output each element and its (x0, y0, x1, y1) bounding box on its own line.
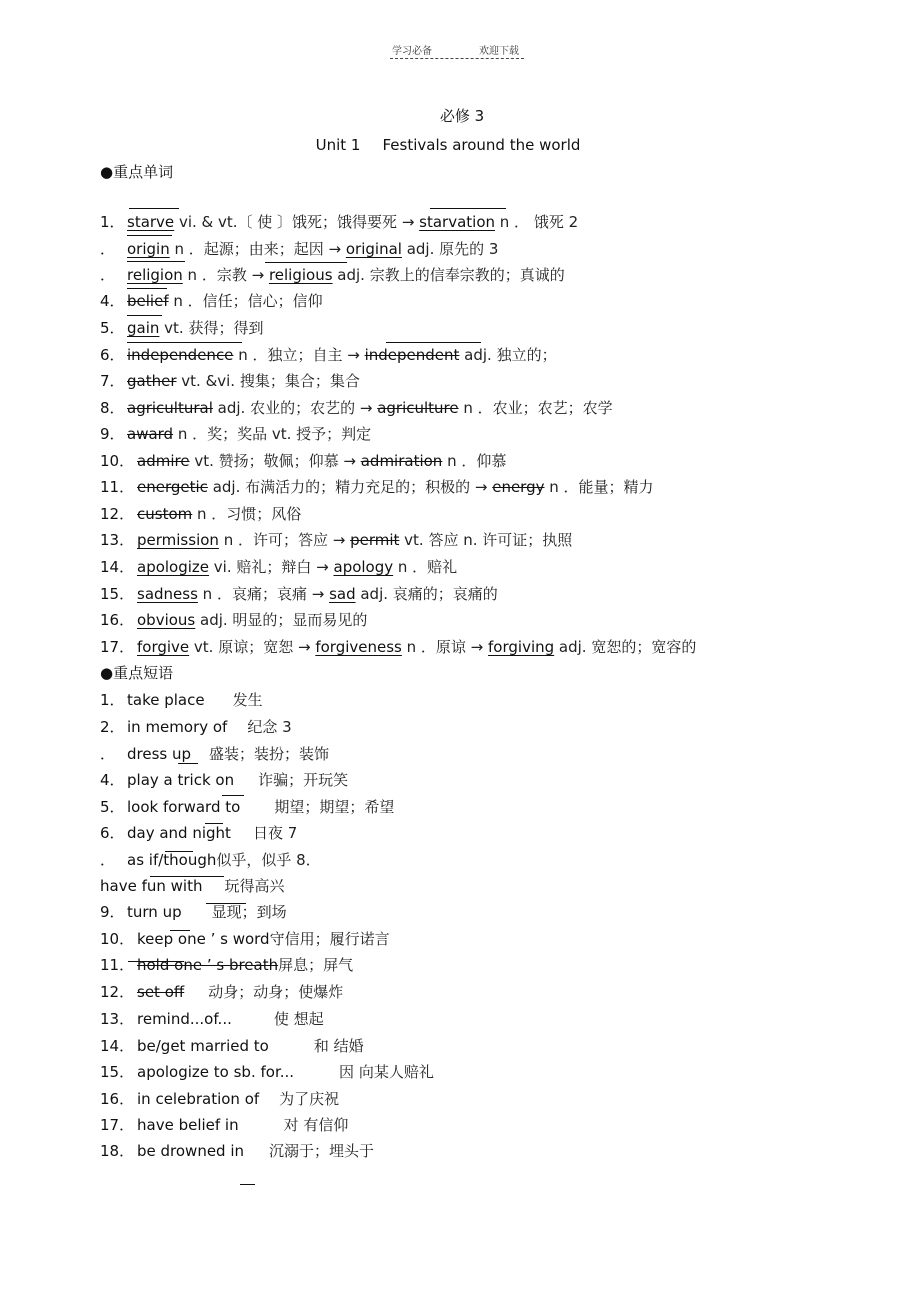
word-derivative: starvation (419, 213, 496, 231)
phrase-english: remind...of... (137, 1010, 232, 1028)
word-number: 1． (100, 213, 125, 231)
phrase-chinese: 显现；到场 (211, 903, 287, 921)
phrase-entry (100, 770, 348, 790)
phrase-chinese: 纪念 3 (247, 718, 292, 736)
overline-mark (127, 315, 162, 316)
book-title: 必修 3 (439, 107, 485, 125)
word-derivative: sad (329, 585, 356, 603)
phrase-number: 2． (100, 718, 125, 736)
word-headword: origin (127, 240, 170, 258)
phrase-number: ． (100, 745, 116, 763)
phrase-entry (100, 1009, 324, 1029)
phrase-entry (100, 982, 343, 1002)
phrase-number: 1． (100, 691, 125, 709)
phrase-chinese: 期望；期望；希望 (274, 798, 395, 816)
phrase-chinese: 玩得高兴 (224, 877, 285, 895)
overline-mark (127, 288, 167, 289)
phrase-number: 11． (100, 956, 135, 974)
phrase-chinese: 守信用；履行诺言 (269, 930, 390, 948)
phrase-chinese: 日夜 7 (252, 824, 298, 842)
word-headword: admire (137, 452, 190, 470)
phrase-chinese: 动身；动身；使爆炸 (208, 983, 344, 1001)
phrase-entry (100, 797, 394, 817)
word-headword: energetic (137, 478, 208, 496)
phrase-entry (100, 1141, 374, 1161)
phrase-number: 17． (100, 1116, 135, 1134)
unit-number: Unit 1 (315, 136, 361, 154)
phrase-entry (100, 1115, 348, 1135)
word-headword: gain (127, 319, 160, 337)
word-entry (100, 424, 371, 444)
phrase-entry (100, 690, 263, 710)
word-entry (100, 291, 323, 311)
phrase-english: take place (127, 691, 205, 709)
phrase-english: have belief in (137, 1116, 239, 1134)
word-definition: n ．奖；奖品 vt. 授予；判定 (173, 425, 372, 443)
word-number: 14． (100, 558, 135, 576)
phrase-chinese: 诈骗；开玩笑 (258, 771, 349, 789)
word-definition: n ．宗教 → (182, 266, 269, 284)
word-derivative: independent (364, 346, 460, 364)
word-definition: n ．许可；答应 → (218, 531, 351, 549)
overline-mark (165, 851, 193, 852)
word-number: 16． (100, 611, 135, 629)
word-derivative-definition: vt. 答应 n. 许可证；执照 (399, 531, 573, 549)
word-headword: apologize (137, 558, 210, 576)
phrase-english: be drowned in (137, 1142, 245, 1160)
phrase-chinese: 沉溺于；埋头于 (269, 1142, 375, 1160)
word-entry (100, 637, 696, 657)
header-right-text: 欢迎下载 (479, 46, 519, 57)
word-number: 11． (100, 478, 135, 496)
word-entry (100, 239, 498, 259)
word-derivative-definition: adj. 宗教上的信奉宗教的；真诚的 (332, 266, 565, 284)
word-derivative-definition: adj. 哀痛的；哀痛的 (355, 585, 498, 603)
phrase-chinese: 发生 (232, 691, 263, 709)
phrase-english: be/get married to (137, 1037, 269, 1055)
word-entry (100, 318, 263, 338)
word-definition: vt. 赞扬；敬佩；仰慕 → (189, 452, 361, 470)
word-definition: vt. &vi. 搜集；集合；集合 (176, 372, 360, 390)
word-number: 9． (100, 425, 125, 443)
phrase-number: 16． (100, 1090, 135, 1108)
phrase-number: 12． (100, 983, 135, 1001)
header-rule (390, 58, 524, 59)
word-definition: adj. 农业的；农艺的 → (212, 399, 378, 417)
overline-mark (128, 961, 184, 962)
phrase-chinese: 对 有信仰 (283, 1116, 349, 1134)
overline-mark (178, 763, 198, 764)
phrase-number: ． (100, 851, 116, 869)
overline-mark (170, 930, 190, 931)
word-entry (100, 557, 457, 577)
phrase-number: 9． (100, 903, 125, 921)
overline-mark (206, 903, 246, 904)
word-headword: agricultural (127, 399, 213, 417)
phrase-number: 13． (100, 1010, 135, 1028)
phrase-english: set off (137, 983, 185, 1001)
overline-mark (386, 342, 481, 343)
word-entry (100, 212, 578, 232)
phrase-entry (100, 1062, 434, 1082)
overline-mark (265, 262, 347, 263)
overline-mark (127, 235, 172, 236)
word-definition: n ．信任；信心；信仰 (168, 292, 323, 310)
word-derivative: original (345, 240, 402, 258)
word-number: ． (100, 266, 116, 284)
words-heading: ●重点单词 (100, 163, 174, 181)
word-definition: n ．起源；由来；起因 → (169, 240, 346, 258)
word-definition: vi. 赔礼；辩白 → (209, 558, 334, 576)
word-number: 12． (100, 505, 135, 523)
word-number: 6． (100, 346, 125, 364)
word-definition: adj. 明显的；显而易见的 (195, 611, 368, 629)
word-headword: forgive (137, 638, 190, 656)
word-definition: n ．哀痛；哀痛 → (197, 585, 330, 603)
word-definition: n ．独立；自主 → (233, 346, 365, 364)
word-number: 8． (100, 399, 125, 417)
word-derivative: forgiveness (315, 638, 402, 656)
word-entry (100, 530, 572, 550)
phrase-number: 5． (100, 798, 125, 816)
word-entry (100, 265, 565, 285)
word-entry (100, 477, 654, 497)
phrase-entry (100, 929, 390, 949)
word-definition: vt. 原谅；宽恕 → (189, 638, 316, 656)
phrase-entry (100, 744, 329, 764)
phrase-chinese: 为了庆祝 (279, 1090, 340, 1108)
word-derivative: energy (492, 478, 545, 496)
overline-mark (127, 342, 242, 343)
phrase-number: 15． (100, 1063, 135, 1081)
phrase-entry (100, 717, 292, 737)
phrase-english: hold one ’ s breath (137, 956, 279, 974)
overline-mark (205, 823, 223, 824)
word-entry (100, 504, 301, 524)
phrase-number: 6． (100, 824, 125, 842)
overline-mark (430, 208, 506, 209)
word-headword: religion (127, 266, 183, 284)
word-headword: independence (127, 346, 234, 364)
word-derivative-definition: n ．原谅 → (401, 638, 489, 656)
word-definition: adj. 布满活力的；精力充足的；积极的 → (207, 478, 493, 496)
phrase-entry (100, 850, 321, 870)
word-headword: sadness (137, 585, 198, 603)
word-derivative: apology (333, 558, 394, 576)
phrase-number: 4． (100, 771, 125, 789)
phrase-number: 10． (100, 930, 135, 948)
phrase-chinese: 盛装；装扮；装饰 (209, 745, 330, 763)
phrase-english: as if/though (127, 851, 217, 869)
word-entry (100, 610, 367, 630)
word-definition: vt. 获得；得到 (159, 319, 264, 337)
word-number: 5． (100, 319, 125, 337)
word-number: 13． (100, 531, 135, 549)
phrase-chinese: 因 向某人赔礼 (339, 1063, 434, 1081)
word-derivative: admiration (360, 452, 443, 470)
unit-topic: Festivals around the world (382, 136, 581, 154)
word-derivative-definition: n ．赔礼 (393, 558, 458, 576)
phrase-english: have fun with (100, 877, 203, 895)
word-derivative-definition: n ．仰慕 (442, 452, 507, 470)
phrase-chinese: 似乎，似乎 8． (216, 851, 321, 869)
word-number: ． (100, 240, 116, 258)
word-headword: obvious (137, 611, 196, 629)
word-derivative-definition: n ．农业；农艺；农学 (458, 399, 613, 417)
overline-mark (222, 795, 244, 796)
word-entry (100, 398, 613, 418)
word-derivative-2: forgiving (488, 638, 555, 656)
phrase-english: apologize to sb. for... (137, 1063, 295, 1081)
phrase-entry (100, 1089, 339, 1109)
phrase-chinese: 使 想起 (273, 1010, 324, 1028)
word-derivative-definition: n ． 饿死 2 (495, 213, 579, 231)
word-number: 15． (100, 585, 135, 603)
phrase-entry (100, 876, 284, 896)
word-headword: custom (137, 505, 193, 523)
word-entry (100, 451, 506, 471)
word-entry (100, 345, 557, 365)
phrase-english: day and night (127, 824, 231, 842)
word-number: 7． (100, 372, 125, 390)
word-definition: n ．习惯；风俗 (192, 505, 302, 523)
word-number: 10． (100, 452, 135, 470)
phrases-heading: ●重点短语 (100, 664, 174, 682)
overline-mark (150, 876, 224, 877)
phrase-english: turn up (127, 903, 182, 921)
phrase-number: 14． (100, 1037, 135, 1055)
phrase-entry (100, 955, 353, 975)
phrase-english: look forward to (127, 798, 241, 816)
word-headword: gather (127, 372, 177, 390)
header-left-text: 学习必备 (392, 46, 432, 57)
phrase-english: keep one ’ s word (137, 930, 270, 948)
word-definition: vi. & vt.〔 使 〕饿死；饿得要死 → (174, 213, 420, 231)
overline-mark (129, 208, 179, 209)
phrase-number: 18． (100, 1142, 135, 1160)
word-number: 17． (100, 638, 135, 656)
phrase-chinese: 和 结婚 (313, 1037, 364, 1055)
unit-title (0, 136, 908, 154)
word-number: 4． (100, 292, 125, 310)
trailing-dash (240, 1184, 255, 1185)
phrase-chinese: 屏息；屏气 (278, 956, 354, 974)
phrase-english: in celebration of (137, 1090, 260, 1108)
word-derivative-definition: adj. 独立的； (459, 346, 557, 364)
word-derivative-definition: n ．能量；精力 (544, 478, 654, 496)
word-entry (100, 584, 498, 604)
word-headword: starve (127, 213, 175, 231)
word-derivative-definition: adj. 原先的 3 (401, 240, 499, 258)
word-derivative: agriculture (377, 399, 459, 417)
word-derivative: permit (350, 531, 400, 549)
word-derivative: religious (268, 266, 333, 284)
phrase-english: dress up (127, 745, 192, 763)
phrase-english: play a trick on (127, 771, 235, 789)
word-derivative-2-definition: adj. 宽恕的；宽容的 (554, 638, 697, 656)
phrase-entry (100, 1036, 364, 1056)
word-headword: belief (127, 292, 169, 310)
phrase-entry (100, 902, 287, 922)
word-entry (100, 371, 360, 391)
phrase-english: in memory of (127, 718, 228, 736)
overline-mark (127, 261, 185, 262)
word-headword: permission (137, 531, 219, 549)
word-headword: award (127, 425, 174, 443)
phrase-entry (100, 823, 297, 843)
